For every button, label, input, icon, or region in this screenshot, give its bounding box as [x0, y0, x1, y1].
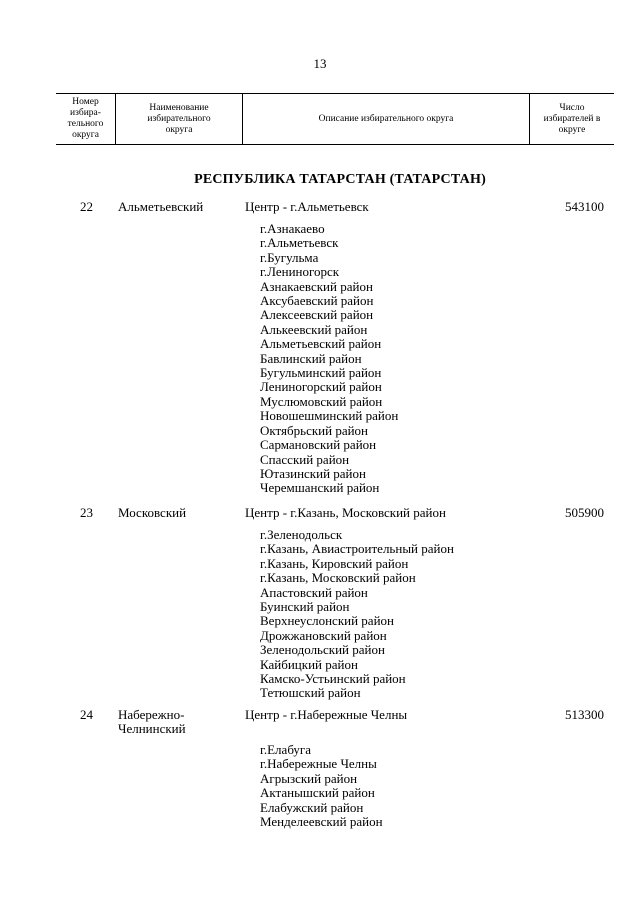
list-item: г.Лениногорск — [260, 264, 340, 280]
district-number: 24 — [80, 707, 93, 722]
list-item: г.Альметьевск — [260, 235, 339, 251]
header-district-description-label: Описание избирательного округа — [318, 113, 454, 124]
list-item: г.Казань, Московский район — [260, 570, 416, 586]
district-territory-list — [260, 528, 454, 701]
district-number: 22 — [80, 199, 93, 214]
page-number: 13 — [313, 56, 327, 71]
district-territory-list — [260, 222, 398, 496]
list-item: Сармановский район — [260, 437, 377, 453]
list-item: Менделеевский район — [260, 814, 383, 830]
list-item: г.Зеленодольск — [260, 527, 343, 542]
district-name: Альметьевский — [118, 199, 204, 214]
list-item: Ютазинский район — [260, 465, 366, 481]
district-territory-list — [260, 743, 383, 829]
list-item: Дрожжановский район — [260, 627, 387, 643]
list-item: г.Бугульма — [260, 249, 319, 265]
list-item: Лениногорский район — [260, 379, 382, 395]
header-voter-count — [529, 94, 614, 144]
district-voter-count: 513300 — [565, 707, 604, 722]
list-item: Елабужский район — [260, 799, 364, 815]
list-item: Новошешминский район — [260, 408, 399, 424]
district-name: Московский — [118, 505, 187, 520]
district-center: Центр - г.Казань, Московский район — [245, 505, 446, 520]
list-item: Камско-Устьинский район — [260, 671, 406, 687]
list-item: г.Набережные Челны — [260, 756, 377, 772]
list-item: Тетюшский район — [260, 685, 361, 701]
district-center: Центр - г.Набережные Челны — [245, 707, 408, 722]
list-item: Зеленодольский район — [260, 642, 385, 658]
list-item: Азнакаевский район — [260, 278, 373, 294]
table-header — [56, 93, 614, 145]
district-voter-count: 505900 — [565, 505, 604, 520]
list-item: Буинский район — [260, 599, 350, 615]
list-item: Аксубаевский район — [260, 293, 374, 309]
district-name: Набережно- Челнинский — [118, 707, 186, 737]
header-district-number-label: Номер избира- тельного округа — [67, 97, 104, 140]
list-item: Бавлинский район — [260, 350, 362, 366]
list-item: Кайбицкий район — [260, 656, 358, 672]
list-item: Актанышский район — [260, 785, 375, 801]
list-item: Алькеевский район — [260, 321, 368, 337]
list-item: Спасский район — [260, 451, 350, 467]
header-voter-count-label: Число избирателей в округе — [543, 102, 601, 135]
list-item: г.Казань, Авиастроительный район — [260, 541, 454, 557]
list-item: Верхнеуслонский район — [260, 613, 394, 629]
header-district-name — [115, 94, 242, 144]
list-item: г.Казань, Кировский район — [260, 555, 409, 571]
list-item: Бугульминский район — [260, 365, 382, 381]
district-entry — [0, 506, 640, 701]
list-item: г.Азнакаево — [260, 221, 325, 236]
list-item: Черемшанский район — [260, 480, 380, 496]
district-center: Центр - г.Альметьевск — [245, 199, 369, 214]
list-item: Октябрьский район — [260, 422, 368, 438]
list-item: г.Елабуга — [260, 742, 312, 757]
district-voter-count: 543100 — [565, 199, 604, 214]
header-district-number — [56, 94, 115, 144]
district-entry — [0, 708, 640, 838]
list-item: Агрызский район — [260, 770, 358, 786]
header-district-description — [242, 94, 529, 144]
list-item: Алексеевский район — [260, 307, 374, 323]
list-item: Муслюмовский район — [260, 393, 383, 409]
region-title: РЕСПУБЛИКА ТАТАРСТАН (ТАТАРСТАН) — [194, 172, 486, 187]
list-item: Апастовский район — [260, 584, 368, 600]
list-item: Альметьевский район — [260, 336, 382, 352]
district-number: 23 — [80, 505, 93, 520]
header-district-name-label: Наименование избирательного округа — [147, 102, 211, 135]
district-entry — [0, 200, 640, 500]
